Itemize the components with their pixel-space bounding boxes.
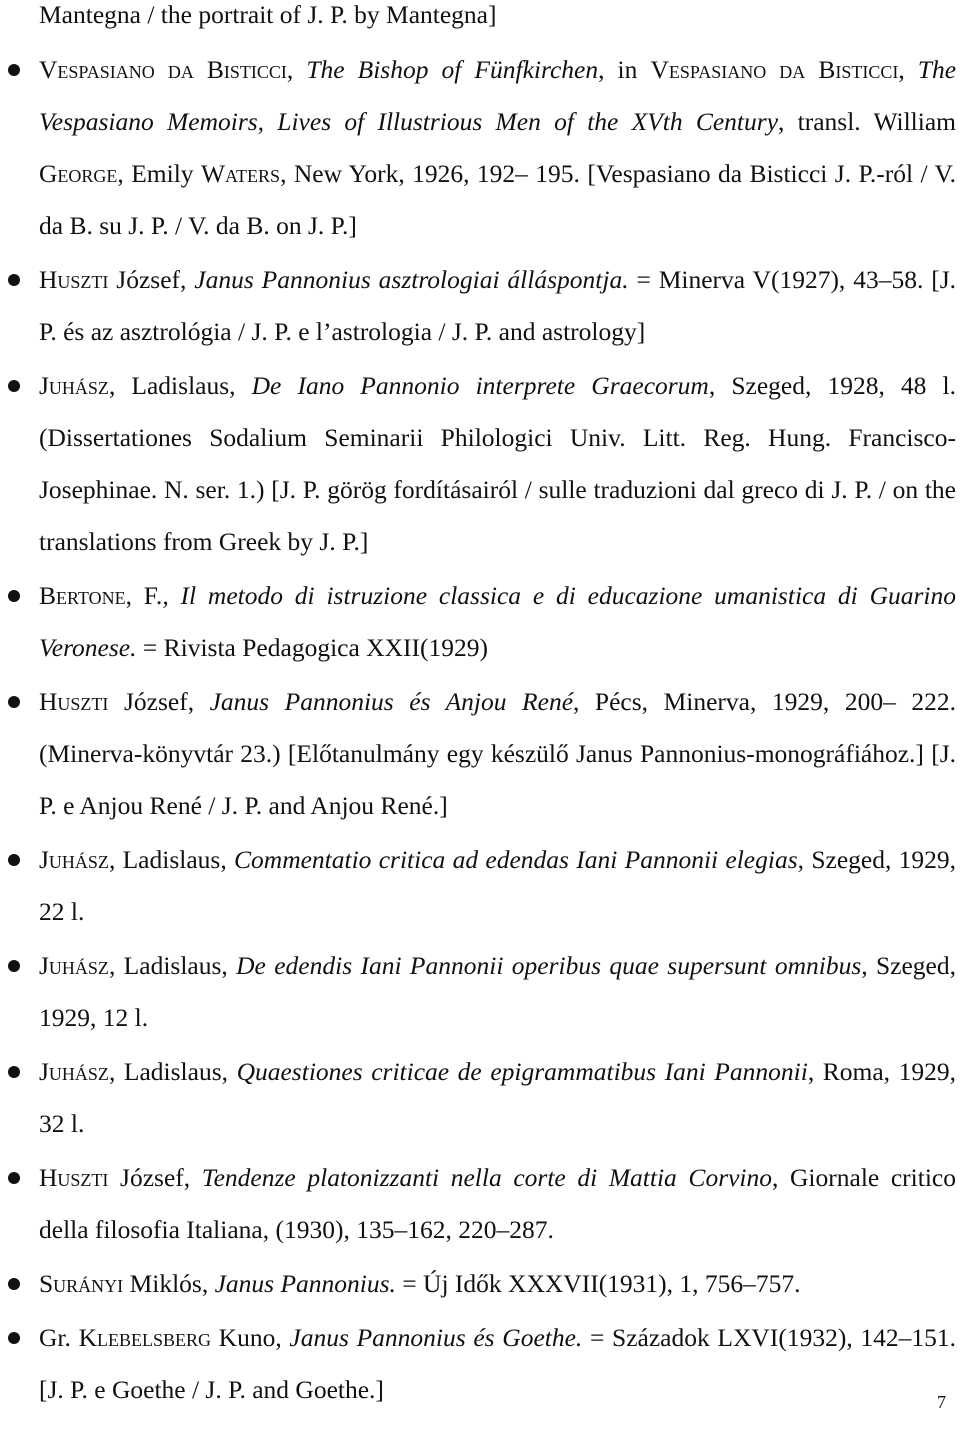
- continued-entry-line: Mantegna / the portrait of J. P. by Mantegna]: [39, 0, 497, 29]
- entry-details: , Szeged, 1928, 48 l. (Dissertationes Sodalium Seminarii Philologici Univ. Litt. Reg. Hung. Francisco-Josephinae. N. ser. 1.) [J. P. görög fordításairól / sulle traduzioni dal greco di J. P. / on the translations from Greek by J. P.]: [39, 371, 956, 556]
- entry-title: De Iano Pannonio interprete Graecorum: [251, 371, 709, 400]
- entry-details: , Roma, 1929, 32 l.: [39, 1057, 957, 1138]
- bib-entry: Juhász, Ladislaus, De Iano Pannonio interprete Graecorum, Szeged, 1928, 48 l. (Dissertationes Sodalium Seminarii Philologici Univ. Litt. Reg. Hung. Francisco-Josephinae. N. ser. 1.) [J. P. görög fordításairól / sulle traduzioni dal greco di J. P. / on the translations from Greek by J. P.]: [0, 360, 960, 568]
- entry-author: Juhász: [39, 371, 109, 400]
- entry-details: = Minerva V(1927), 43–58. [J. P. és az asztrológia / J. P. e l’astrologia / J. P. and astrology]: [39, 265, 956, 346]
- bullet-icon: [8, 854, 20, 866]
- bullet-icon: [8, 1172, 20, 1184]
- entry-author: Juhász: [39, 845, 109, 874]
- entry-author: Juhász: [39, 1057, 109, 1086]
- bib-entry: Surányi Miklós, Janus Pannonius. = Új Idők XXXVII(1931), 1, 756–757.: [0, 1258, 960, 1310]
- entry-title: The Bishop of Fünfkirchen: [306, 55, 599, 84]
- bullet-icon: [8, 64, 20, 76]
- entry-title: Tendenze platonizzanti nella corte di Mattia Corvino: [201, 1163, 773, 1192]
- entry-details: , Szeged, 1929, 22 l.: [39, 845, 956, 926]
- bib-entry: Huszti József, Tendenze platonizzanti nella corte di Mattia Corvino, Giornale critico della filosofia Italiana, (1930), 135–162, 220–287.: [0, 1152, 960, 1256]
- bullet-icon: [8, 1332, 20, 1344]
- entry-title: Janus Pannonius.: [214, 1269, 396, 1298]
- entry-author: Surányi: [39, 1269, 124, 1298]
- translator-name: George: [39, 159, 118, 188]
- entry-title: Janus Pannonius és Anjou René: [209, 687, 574, 716]
- entry-details: = Századok LXVI(1932), 142–151. [J. P. e Goethe / J. P. and Goethe.]: [39, 1323, 957, 1404]
- entry-details: = Új Idők XXXVII(1931), 1, 756–757.: [395, 1269, 801, 1298]
- bib-entry: Gr. Klebelsberg Kuno, Janus Pannonius és Goethe. = Századok LXVI(1932), 142–151. [J. P. e Goethe / J. P. and Goethe.]: [0, 1312, 960, 1416]
- entry-title: Janus Pannonius és Goethe.: [289, 1323, 583, 1352]
- bullet-icon: [8, 1066, 20, 1078]
- bullet-icon: [8, 960, 20, 972]
- bib-entry: Bertone, F., Il metodo di istruzione classica e di educazione umanistica di Guarino Veronese. = Rivista Pedagogica XXII(1929): [0, 570, 960, 674]
- page-number: 7: [937, 1392, 946, 1412]
- entry-author: Vespasiano da Bisticci: [650, 55, 899, 84]
- entry-author: Huszti: [39, 1163, 109, 1192]
- entry-author: Huszti: [39, 687, 109, 716]
- entry-author: Bertone: [39, 581, 126, 610]
- entry-author: Vespasiano da Bisticci: [39, 55, 287, 84]
- entry-title: The Vespasiano Memoirs, Lives of Illustrious Men of the XVth Century: [39, 55, 957, 136]
- bib-entry: Juhász, Ladislaus, Commentatio critica ad edendas Iani Pannonii elegias, Szeged, 1929, 22 l.: [0, 834, 960, 938]
- bib-entry: Huszti József, Janus Pannonius és Anjou René, Pécs, Minerva, 1929, 200– 222. (Minerva-könyvtár 23.) [Előtanulmány egy készülő Janus Pannonius-monográfiához.] [J. P. e Anjou René / J. P. and Anjou René.]: [0, 676, 960, 832]
- bib-entry: Juhász, Ladislaus, De edendis Iani Pannonii operibus quae supersunt omnibus, Szeged, 1929, 12 l.: [0, 940, 960, 1044]
- entry-author: Klebelsberg: [78, 1323, 211, 1352]
- entry-details: , Giornale critico della filosofia Italiana, (1930), 135–162, 220–287.: [39, 1163, 956, 1244]
- bib-entry: Juhász, Ladislaus, Quaestiones criticae de epigrammatibus Iani Pannonii, Roma, 1929, 32 l.: [0, 1046, 960, 1150]
- entry-details: = Rivista Pedagogica XXII(1929): [136, 633, 488, 662]
- bullet-icon: [8, 380, 20, 392]
- entry-title: , Il metodo di istruzione classica e di educazione umanistica di Guarino Veronese.: [39, 581, 956, 662]
- entry-title: Commentatio critica ad edendas Iani Pannonii elegias: [234, 845, 798, 874]
- bibliography-list: [0, 44, 960, 1418]
- entry-details: , Pécs, Minerva, 1929, 200– 222. (Minerva-könyvtár 23.) [Előtanulmány egy készülő Janus Pannonius-monográfiához.] [J. P. e Anjou René / J. P. and Anjou René.]: [39, 687, 956, 820]
- bullet-icon: [8, 696, 20, 708]
- bullet-icon: [8, 1278, 20, 1290]
- entry-author: Huszti: [39, 265, 109, 294]
- entry-title: Quaestiones criticae de epigrammatibus Iani Pannonii: [236, 1057, 808, 1086]
- bullet-icon: [8, 274, 20, 286]
- entry-title: Janus Pannonius asztrologiai álláspontja.: [194, 265, 629, 294]
- bib-entry: Huszti József, Janus Pannonius asztrologiai álláspontja. = Minerva V(1927), 43–58. [J. P. és az asztrológia / J. P. e l’astrologia / J. P. and astrology]: [0, 254, 960, 358]
- translator-name: Waters: [200, 159, 281, 188]
- bib-entry: Vespasiano da Bisticci, The Bishop of Fünfkirchen, in Vespasiano da Bisticci, The Vespasiano Memoirs, Lives of Illustrious Men of the XVth Century, transl. William George, Emily Waters, New York, 1926, 192– 195. [Vespasiano da Bisticci J. P.-ról / V. da B. su J. P. / V. da B. on J. P.]: [0, 44, 960, 252]
- entry-title: De edendis Iani Pannonii operibus quae supersunt omnibus: [236, 951, 862, 980]
- bullet-icon: [8, 590, 20, 602]
- entry-author: Juhász: [39, 951, 109, 980]
- entry-details: , Szeged, 1929, 12 l.: [39, 951, 956, 1032]
